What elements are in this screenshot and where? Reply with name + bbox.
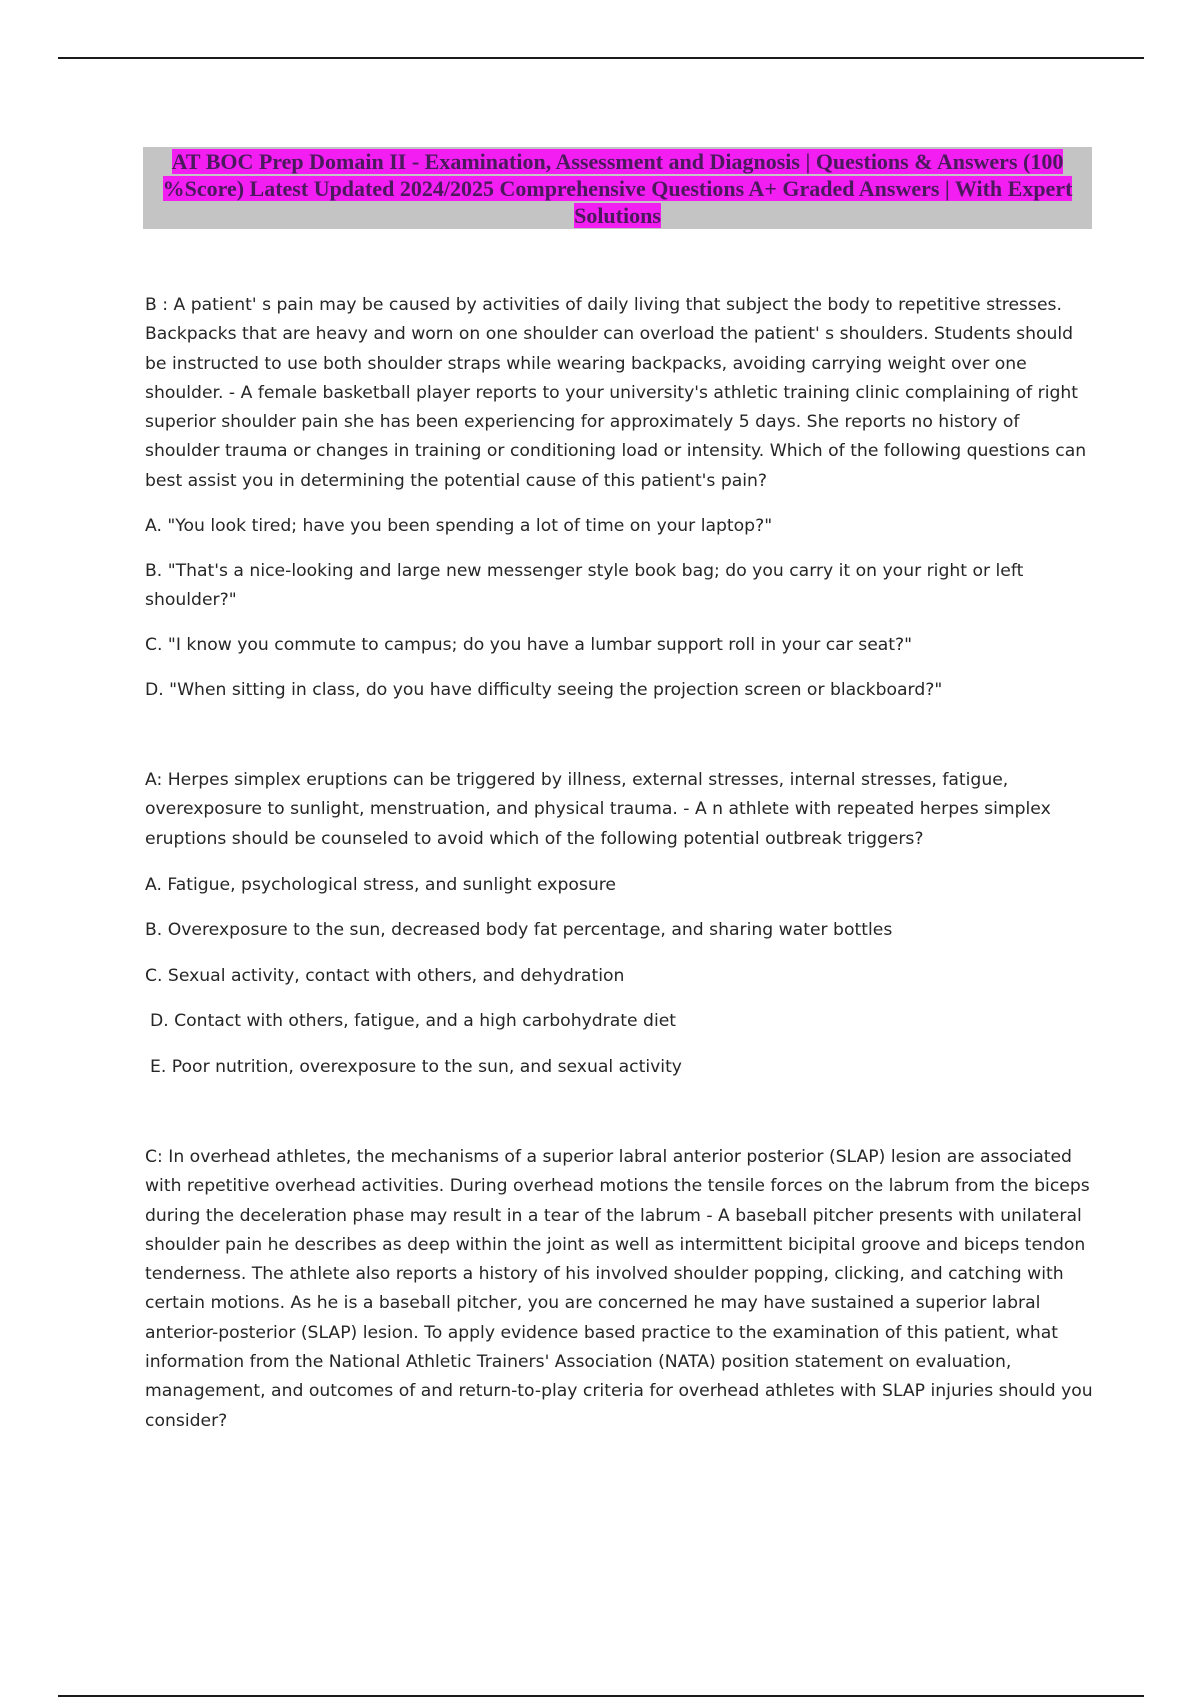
question-1-option-a: A. "You look tired; have you been spending a lot of time on your laptop?" [145,516,773,536]
question-3-text: C: In overhead athletes, the mechanisms of a superior labral anterior posterior (SLAP) lesion are associated with repetitive overhead activities. During overhead motions the tensile forces on the labrum from the biceps during the deceleration phase may result in a tear of the labrum - A baseball pitcher presents with unilateral shoulder pain he describes as deep within the joint as well as intermittent bicipital groove and biceps tendon tenderness. The athlete also reports a history of his involved shoulder popping, clicking, and catching with certain motions. As he is a baseball pitcher, you are concerned he may have sustained a superior labral anterior-posterior (SLAP) lesion. To apply evidence based practice to the examination of this patient, what information from the National Athletic Trainers' Association (NATA) position statement on evaluation, management, and outcomes of and return-to-play criteria for overhead athletes with SLAP injuries should you consider? [145,1147,1093,1431]
footer-rule [58,1695,1144,1697]
question-1-text: B : A patient' s pain may be caused by activities of daily living that subject the body to repetitive stresses. Backpacks that are heavy and worn on one shoulder can overload the patient' s shoulders. Students should be instructed to use both shoulder straps while wearing backpacks, avoiding carrying weight over one shoulder. - A female basketball player reports to your university's athletic training clinic complaining of right superior shoulder pain she has been experiencing for approximately 5 days. She reports no history of shoulder trauma or changes in training or conditioning load or intensity. Which of the following questions can best assist you in determining the potential cause of this patient's pain? [145,295,1087,491]
question-2-option-e: E. Poor nutrition, overexposure to the sun, and sexual activity [150,1057,682,1077]
document-title-banner [143,147,1092,229]
question-2-option-b: B. Overexposure to the sun, decreased body fat percentage, and sharing water bottles [145,920,893,940]
question-2-option-d: D. Contact with others, fatigue, and a high carbohydrate diet [150,1011,677,1031]
question-1-option-c: C. "I know you commute to campus; do you have a lumbar support roll in your car seat?" [145,635,913,655]
question-2-option-a: A. Fatigue, psychological stress, and sunlight exposure [145,875,617,895]
question-2-option-c: C. Sexual activity, contact with others, and dehydration [145,966,625,986]
question-2-text: A: Herpes simplex eruptions can be triggered by illness, external stresses, internal stresses, fatigue, overexposure to sunlight, menstruation, and physical trauma. - A n athlete with repeated herpes simplex eruptions should be counseled to avoid which of the following potential outbreak triggers? [145,770,1051,849]
question-1-option-d: D. "When sitting in class, do you have difficulty seeing the projection screen or blackboard?" [145,680,943,700]
document-title: AT BOC Prep Domain II - Examination, Assessment and Diagnosis | Questions & Answers (100 %Score) Latest Updated 2024/2025 Comprehensive Questions A+ Graded Answers | With Expert Solutions [162,149,1073,228]
header-rule [58,57,1144,59]
question-1-option-b: B. "That's a nice-looking and large new messenger style book bag; do you carry it on your right or left shoulder?" [145,561,1024,610]
